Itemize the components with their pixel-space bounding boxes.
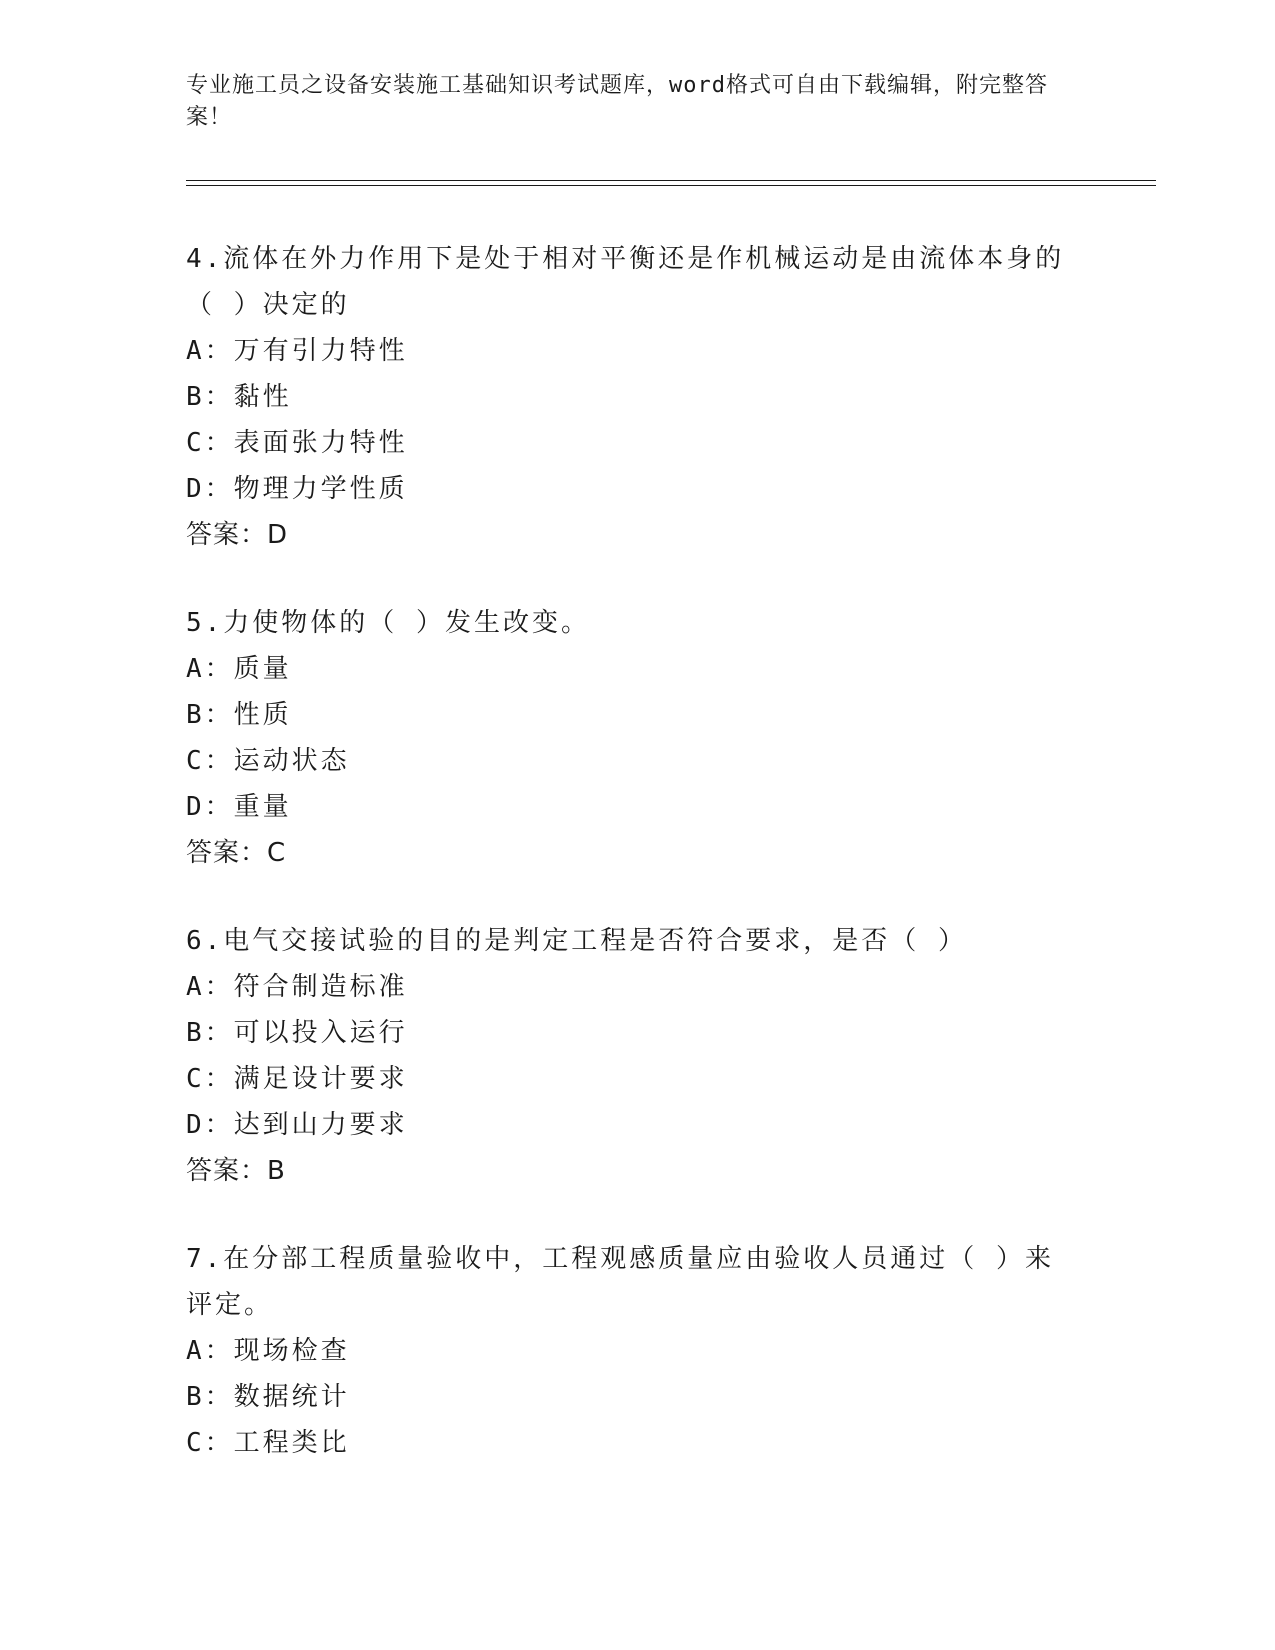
option-a: A：符合制造标准 — [186, 972, 408, 1002]
option-b: B：数据统计 — [186, 1382, 350, 1412]
question-7 — [186, 1236, 1086, 1466]
question-6 — [186, 918, 1086, 1194]
question-stem: 7.在分部工程质量验收中，工程观感质量应由验收人员通过（ ）来评定。 — [186, 1244, 1054, 1320]
option-a: A：现场检查 — [186, 1336, 350, 1366]
question-stem: 4.流体在外力作用下是处于相对平衡还是作机械运动是由流体本身的（ ）决定的 — [186, 244, 1065, 320]
option-d: D：物理力学性质 — [186, 474, 408, 504]
option-d: D：重量 — [186, 792, 292, 822]
option-c: C：满足设计要求 — [186, 1064, 408, 1094]
question-stem: 6.电气交接试验的目的是判定工程是否符合要求，是否（ ） — [186, 926, 967, 956]
header-text: 专业施工员之设备安装施工基础知识考试题库，word格式可自由下载编辑，附完整答案！ — [186, 73, 1048, 130]
header-divider-top — [186, 180, 1156, 181]
option-c: C：工程类比 — [186, 1428, 350, 1458]
question-stem: 5.力使物体的（ ）发生改变。 — [186, 608, 590, 638]
answer: 答案：B — [186, 1156, 286, 1186]
option-b: B：黏性 — [186, 382, 292, 412]
option-b: B：性质 — [186, 700, 292, 730]
question-4 — [186, 236, 1086, 558]
question-list — [186, 236, 1086, 1508]
option-c: C：表面张力特性 — [186, 428, 408, 458]
answer: 答案：D — [186, 520, 289, 550]
document-header — [186, 70, 1156, 134]
option-b: B：可以投入运行 — [186, 1018, 408, 1048]
option-a: A：万有引力特性 — [186, 336, 408, 366]
question-5 — [186, 600, 1086, 876]
option-a: A：质量 — [186, 654, 292, 684]
option-c: C：运动状态 — [186, 746, 350, 776]
header-divider-bottom — [186, 185, 1156, 186]
option-d: D：达到山力要求 — [186, 1110, 408, 1140]
answer: 答案：C — [186, 838, 287, 868]
